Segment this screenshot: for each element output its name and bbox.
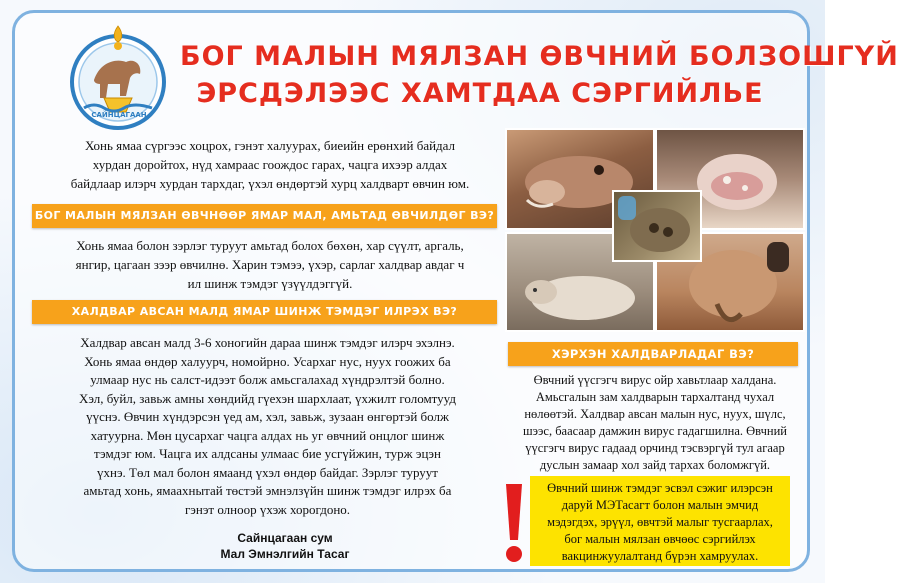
- section-3-line: Амьсгалын зам халдварын тархалтанд чухал: [535, 390, 775, 404]
- intro-paragraph: [35, 136, 505, 193]
- section-1-heading: БОГ МАЛЫН МЯЛЗАН ӨВЧНӨӨР ЯМАР МАЛ, АМЬТАД ӨВЧИЛДӨГ ВЭ?: [32, 204, 497, 228]
- section-2-line: гэнэт олноор үхэж хорогдоно.: [184, 501, 351, 517]
- section-3-heading: ХЭРХЭН ХАЛДВАРЛАДАГ ВЭ?: [508, 342, 798, 366]
- intro-line: хурдан доройтох, нүд хамраас гоождос гарах, чацга ихээр алдах: [92, 157, 448, 172]
- section-2-line: улмаар нус нь салст-идээт болж амьсгалахад хүндрэлтэй болно.: [90, 372, 445, 387]
- signature-line-2: Мал Эмнэлгийн Тасаг: [220, 547, 350, 561]
- section-2-line: үхнэ. Төл мал болон ямаанд үхэл өндөр байдаг. Зэрлэг туруут: [96, 464, 438, 480]
- section-2-line: хатуурна. Мөн цусархаг чацга алдах нь уг өвчний онцлог шинж: [90, 427, 445, 443]
- section-2-heading: ХАЛДВАР АВСАН МАЛД ЯМАР ШИНЖ ТЭМДЭГ ИЛРЭХ ВЭ?: [32, 300, 497, 324]
- photo-goat-nose: [612, 190, 702, 262]
- notice-line: Өвчний шинж тэмдэг эсвэл сэжиг илэрсэн: [547, 481, 773, 495]
- title-line-1: БОГ МАЛЫН МЯЛЗАН ӨВЧНИЙ БОЛЗОШГҮЙ: [180, 41, 899, 72]
- section-1-line: Хонь ямаа болон зэрлэг туруут амьтад болох бөхөн, хар сүүлт, аргаль,: [76, 238, 464, 253]
- section-2-line: тэмдэг юм. Чацга их алдсаны улмаас бие усгүйжин, турж эцэн: [94, 446, 441, 461]
- section-3-line: Өвчний үүсгэгч вирус ойр хавьтлаар халдана.: [533, 373, 777, 387]
- section-1-line: янгир, цагаан зээр өвчилнө. Харин тэмээ, үхэр, сарлаг халдвар авдаг ч: [75, 257, 465, 272]
- intro-line: байдлаар илэрч хурдан тархдаг, үхэл өндөртэй хурц халдварт өвчин юм.: [70, 176, 470, 191]
- signature: [170, 530, 400, 562]
- section-2-line: Хонь ямаа өндөр халуурч, номойрно. Усархаг нус, нуух гоожих ба: [84, 353, 451, 369]
- signature-line-1: Сайнцагаан сум: [237, 531, 333, 545]
- exclamation-icon: [500, 480, 528, 566]
- notice-box: [530, 476, 790, 566]
- section-2-line: Халдвар авсан малд 3-6 хоногийн дараа шинж тэмдэг илэрч эхэлнэ.: [80, 335, 455, 350]
- section-3-line: нөлөөтэй. Халдвар авсан малын нус, нуух, шүлс,: [524, 407, 786, 421]
- intro-line: Хонь ямаа сүргээс хоцрох, гэнэт халуурах, биеийн ерөнхий байдал: [84, 138, 456, 153]
- title-line-2: ЭРСДЭЛЭЭС ХАМТДАА СЭРГИЙЛЬЕ: [196, 78, 764, 109]
- notice-line: бог малын мялзан өвчөөс сэргийлэх: [564, 532, 756, 546]
- section-2-paragraph: [30, 334, 505, 519]
- section-3-line: шээс, баасаар дамжин вирус гадагшилна. Өвчний: [523, 424, 787, 438]
- section-3-line: үүсгэгч вирус гадаад орчинд тэсвэргүй тул агаар: [525, 441, 785, 455]
- poster-title: [180, 38, 899, 112]
- section-2-line: амьтад хонь, ямаахнытай төстэй эмнэлзүйн шинж тэмдэг илрэх ба: [83, 483, 452, 498]
- section-2-line: үүснэ. Өвчин хүндэрсэн үед ам, хэл, завьж, зузаан өнгөртэй болж: [86, 409, 449, 424]
- notice-line: мэдэгдэх, эрүүл, өвчтэй малыг тусгаарлах,: [547, 515, 773, 529]
- section-3-line: дуслын замаар хол зайд тархах боломжгүй.: [539, 458, 771, 472]
- section-1-paragraph: [35, 236, 505, 293]
- logo-text: САЙНЦАГААН: [91, 111, 147, 119]
- notice-line: вакцинжуулалтанд бүрэн хамруулах.: [561, 549, 759, 563]
- notice-line: даруй МЭТасагт болон малын эмчид: [561, 498, 759, 512]
- section-1-line: ил шинж тэмдэг үзүүлдэггүй.: [187, 276, 353, 291]
- section-3-paragraph: [510, 372, 800, 474]
- soum-emblem-logo: [60, 22, 180, 132]
- section-2-line: Хэл, буйл, завьж амны хөндийд гүехэн шархлаат, үхжилт голомтууд: [79, 390, 456, 406]
